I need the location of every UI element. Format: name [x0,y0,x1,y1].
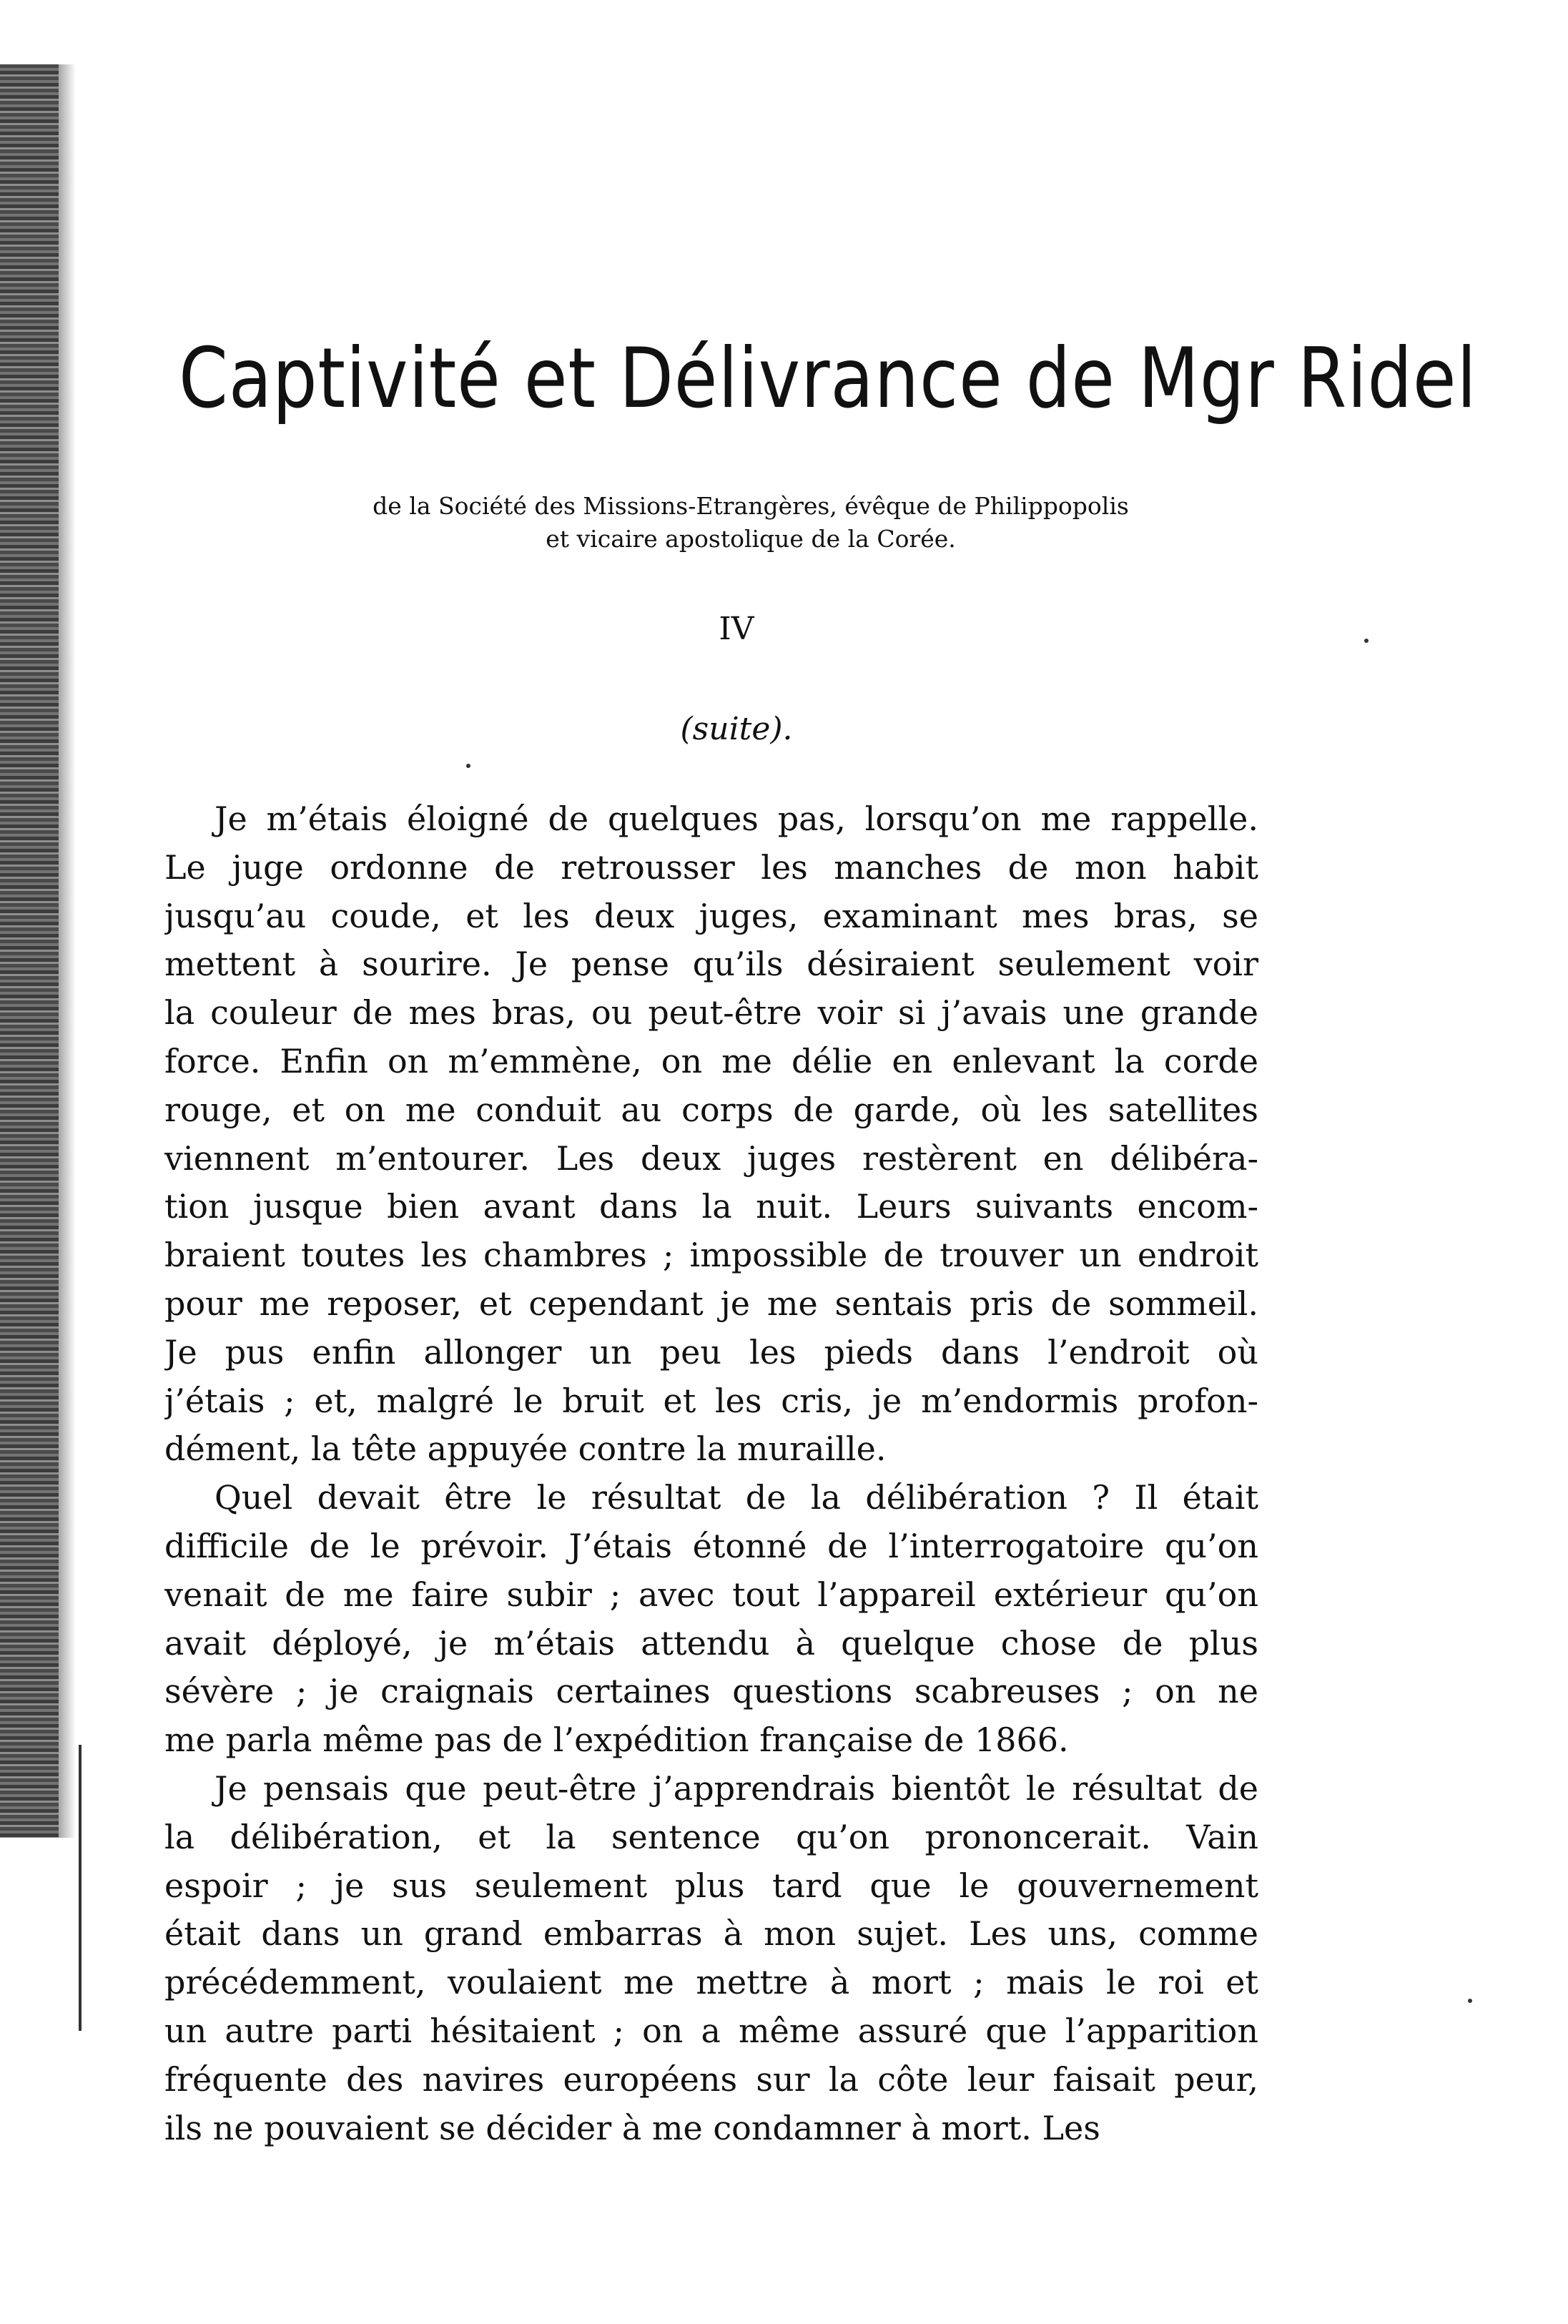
section-note: (suite). [680,711,793,747]
text-line: la couleur de mes bras, ou peut-être voir si j’avais une grande [164,993,1258,1033]
text-line: Le juge ordonne de retrousser les manches de mon habit [164,847,1258,887]
text-line: sévère ; je craignais certaines questions scabreuses ; on ne [164,1672,1258,1711]
text-line: précédemment, voulaient me mettre à mort ; mais le roi et [164,1963,1258,2002]
text-line: venait de me faire subir ; avec tout l’appareil extérieur qu’on [164,1575,1258,1614]
document-title: Captivité et Délivrance de Mgr Ridel [179,330,1477,427]
text-line: espoir ; je sus seulement plus tard que le gouvernement [164,1866,1258,1905]
text-line: un autre parti hésitaient ; on a même assuré que l’apparition [164,2011,1258,2050]
page-binding-shadow [59,64,76,1838]
text-line: Je m’étais éloigné de quelques pas, lorsqu’on me rappelle. [215,799,1258,838]
paragraph [164,795,1258,1474]
body-text [164,795,1258,2152]
text-line: Je pus enfin allonger un peu les pieds dans l’endroit où [164,1332,1258,1372]
text-line: Je pensais que peut-être j’apprendrais bientôt le résultat de [215,1768,1258,1808]
text-line: tion jusque bien avant dans la nuit. Leurs suivants encom- [164,1187,1258,1226]
text-line: était dans un grand embarras à mon sujet. Les uns, comme [164,1914,1258,1954]
text-line: pour me reposer, et cependant je me sentais pris de sommeil. [164,1284,1258,1323]
text-line: me parla même pas de l’expédition française de 1866. [164,1720,1069,1760]
text-line: avait déployé, je m’étais attendu à quelque chose de plus [164,1623,1258,1663]
text-line: ils ne pouvaient se décider à me condamner à mort. Les [164,2108,1100,2147]
text-line: j’étais ; et, malgré le bruit et les cris, je m’endormis profon- [164,1381,1258,1420]
page-binding-edge [0,64,59,1838]
text-line: difficile de le prévoir. J’étais étonné de l’interrogatoire qu’on [164,1526,1258,1565]
print-speck [1468,1999,1472,2003]
document-subtitle [179,490,1323,556]
page-binding-tail [79,1745,82,2031]
text-line: jusqu’au coude, et les deux juges, examinant mes bras, se [164,896,1258,935]
text-line: braient toutes les chambres ; impossible de trouver un endroit [164,1236,1258,1275]
text-line: rouge, et on me conduit au corps de garde, où les satellites [164,1090,1258,1129]
paragraph [164,1765,1258,2152]
text-line: dément, la tête appuyée contre la muraille. [164,1429,887,1469]
text-line: Quel devait être le résultat de la délibération ? Il était [215,1478,1258,1517]
subtitle-line: de la Société des Missions-Etrangères, évêque de Philippopolis [373,492,1129,520]
print-speck [1364,639,1369,643]
text-line: fréquente des navires européens sur la côte leur faisait peur, [164,2059,1258,2099]
section-number: IV [719,611,754,647]
paragraph [164,1474,1258,1765]
text-line: force. Enfin on m’emmène, on me délie en enlevant la corde [164,1041,1258,1080]
text-line: viennent m’entourer. Les deux juges restèrent en délibéra- [164,1138,1258,1178]
print-speck [466,764,470,768]
subtitle-line: et vicaire apostolique de la Corée. [546,525,956,553]
text-line: la délibération, et la sentence qu’on prononcerait. Vain [164,1817,1258,1856]
text-line: mettent à sourire. Je pense qu’ils désiraient seulement voir [164,945,1258,984]
